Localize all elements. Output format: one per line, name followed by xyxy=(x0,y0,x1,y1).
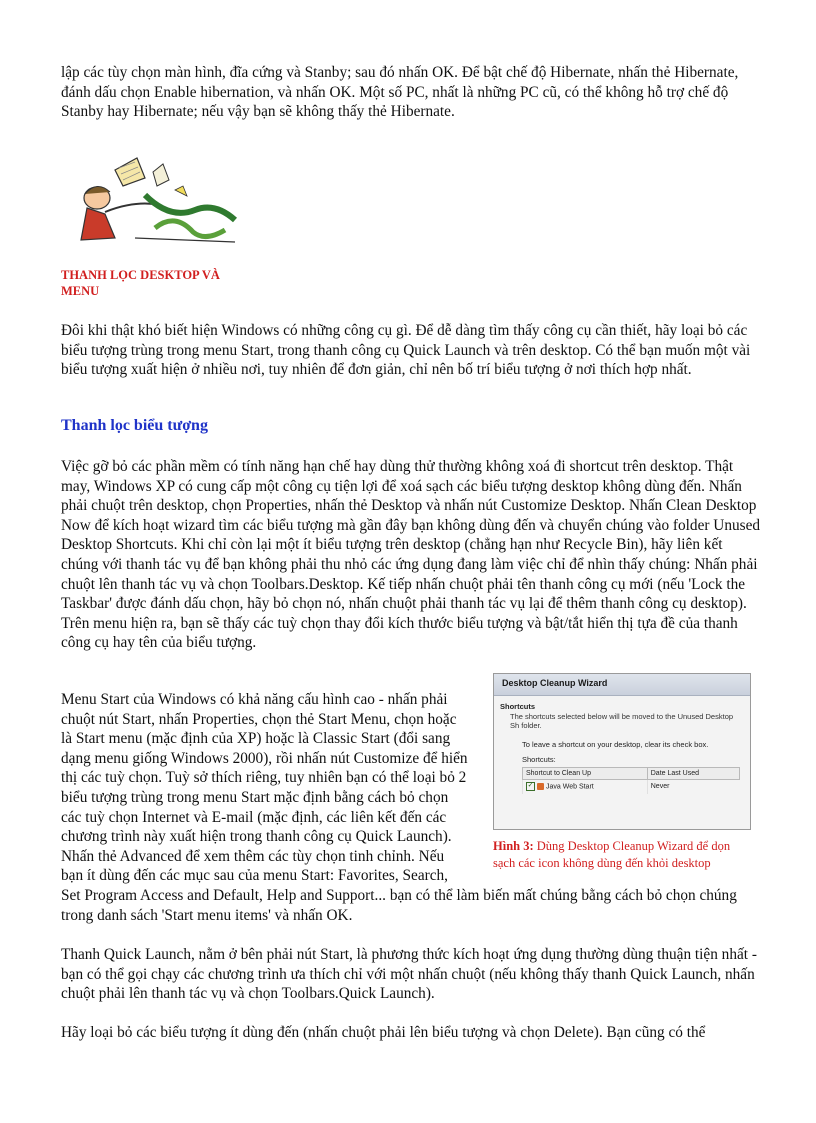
wizard-description: The shortcuts selected below will be moved to the Unused Desktop Sh folder. xyxy=(510,711,734,730)
shortcut-name: Java Web Start xyxy=(546,783,594,791)
line: bạn ít dùng đến các mục sau của menu Start: Favorites, Search, xyxy=(61,867,448,885)
line: Nhấn thẻ Advanced để xem thêm các tùy chọn tinh chỉnh. Nếu xyxy=(61,847,445,865)
paragraph-hibernate: lập các tùy chọn màn hình, đĩa cứng và Stanby; sau đó nhấn OK. Để bật chế độ Hibernate, nhấn thẻ Hibernate, đánh dấu chọn Enable hibernation, và nhấn OK. Một số PC, nhất là những PC cũ, có thể không hỗ trợ chế độ Stanby hay Hibernate; nếu vậy bạn sẽ không thấy thẻ Hibernate. xyxy=(61,64,739,121)
line: các tuỳ chọn Internet và E-mail (mặc định, các liên kết đến các xyxy=(61,808,447,826)
cleanup-clipart-illustration xyxy=(75,150,245,250)
column-header: Date Last Used xyxy=(647,767,739,780)
java-icon xyxy=(537,783,544,790)
paragraph-remove-icons: Hãy loại bỏ các biểu tượng ít dùng đến (nhấn chuột phải lên biểu tượng và chọn Delete). Bạn cũng có thể xyxy=(61,1024,706,1041)
shortcuts-table xyxy=(522,767,740,794)
column-header: Shortcut to Clean Up xyxy=(523,767,648,780)
subheading: Thanh lọc biểu tượng xyxy=(61,417,208,434)
line: là Start menu (mặc định của XP) hoặc là Classic Start (đổi sang xyxy=(61,730,451,748)
paragraph-start-menu-rest: Set Program Access and Default, Help and Support... bạn có thể làm biến mất chúng bằng cách bỏ chọn chúng trong danh sách 'Start menu items' và nhấn OK. xyxy=(61,886,737,924)
figure-caption xyxy=(493,838,755,872)
shortcuts-list-label: Shortcuts: xyxy=(522,755,556,764)
line: thị các tuỳ chọn. Tuỳ sở thích riêng, tuy nhiên bạn có thể loại bỏ 2 xyxy=(61,769,467,787)
checkbox-checked-icon: ✓ xyxy=(527,782,534,789)
line: biểu tượng trùng trong menu Start mặc định bằng cách bỏ chọn xyxy=(61,788,449,806)
table-row xyxy=(523,780,740,794)
caption-label: Hình 3: xyxy=(493,839,534,853)
wizard-hint: To leave a shortcut on your desktop, clear its check box. xyxy=(522,739,709,749)
line: chương trình này xuất hiện trong thanh công cụ Quick Launch). xyxy=(61,828,452,846)
paragraph-intro: Đôi khi thật khó biết hiện Windows có những công cụ gì. Để dễ dàng tìm thấy công cụ cần thiết, hãy loại bỏ các biểu tượng trùng trong menu Start, trong thanh công cụ Quick Launch và trên desktop. Có thể bạn muốn một vài biểu tượng xuất hiện ở nhiều nơi, tuy nhiên để đơn giản, chỉ nên bố trí biểu tượng ở nơi thích hợp nhất. xyxy=(61,322,751,379)
line: Menu Start của Windows có khả năng cấu hình cao - nhấn phải xyxy=(61,691,448,708)
shortcut-date: Never xyxy=(647,780,739,794)
line: chuột nút Start, nhấn Properties, chọn thẻ Start Menu, chọn hoặc xyxy=(61,710,457,728)
paragraph-desktop-cleanup: Việc gỡ bỏ các phần mềm có tính năng hạn chế hay dùng thử thường không xoá đi shortcut trên desktop. Thật may, Windows XP có cung cấp một công cụ tiện lợi để xoá sạch các biểu tượng desktop không dùng đến. Nhấn phải chuột trên desktop, chọn Properties, nhấn thẻ Desktop và nhấn nút Customize Desktop. Nhấn Clean Desktop Now để kích hoạt wizard tìm các biểu tượng mà gần đây bạn không dùng đến và chuyển chúng vào folder Unused Desktop Shortcuts. Khi chỉ còn lại một ít biểu tượng trên desktop (chẳng hạn như Recycle Bin), hãy liên kết chúng với thanh tác vụ để bạn không phải thu nhỏ các ứng dụng đang làm việc chỉ để nhìn thấy chúng: Nhấn phải chuột lên thanh tác vụ và chọn Toolbars.Desktop. Kế tiếp nhấn chuột phải tên thanh công cụ mới (nếu 'Lock the Taskbar' được đánh dấu chọn, hãy bỏ chọn nó, nhấn chuột phải thanh tác vụ lại để thêm thanh công cụ desktop). Trên menu hiện ra, bạn sẽ thấy các tuỳ chọn thay đổi kích thước biểu tượng và bật/tắt hiển thị tựa đề của thanh công cụ hay tên của biểu tượng. xyxy=(61,458,761,652)
paragraph-quick-launch: Thanh Quick Launch, nằm ở bên phải nút Start, là phương thức kích hoạt ứng dụng thường dùng thuận tiện nhất - bạn có thể gọi chạy các chương trình ưa thích chỉ với một nhấn chuột (nếu không thấy thanh Quick Launch, nhấn chuột phải lên thanh tác vụ và chọn Toolbars.Quick Launch). xyxy=(61,946,757,1003)
wizard-screenshot xyxy=(493,673,751,830)
wizard-section-label: Shortcuts xyxy=(500,702,536,711)
figure-desktop-cleanup-wizard xyxy=(493,673,755,872)
section-heading: THANH LỌC DESKTOP VÀ MENU xyxy=(61,268,220,298)
wizard-title: Desktop Cleanup Wizard xyxy=(494,674,750,696)
caption-text: Dùng Desktop Cleanup Wizard để dọn sạch các icon không dùng đến khỏi desktop xyxy=(493,839,731,870)
line: dạng menu giống Windows 2000), rồi nhấn nút Customize để hiển xyxy=(61,749,468,767)
